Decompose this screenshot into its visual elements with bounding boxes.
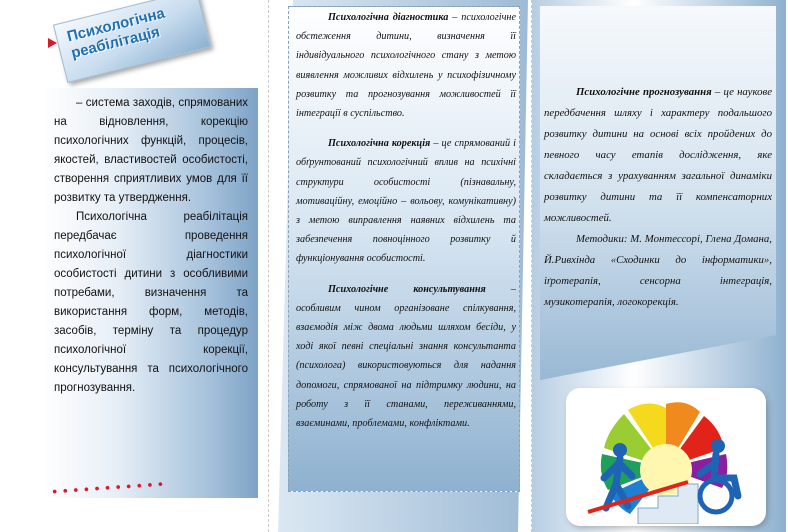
panel3-body [544, 82, 772, 313]
page-title: Психологічна реабілітація [65, 4, 167, 62]
panel1-definition: – система заходів, спрямованих на відновлення, корекцію психологічних функцій, процесів, якостей, властивостей особистості, створення сприятливих умов для її розвитку та утвердження. [54, 97, 248, 204]
counseling-term: Психологічне консультування [328, 283, 486, 295]
prognosis-term: Психологічне прогнозування [576, 86, 712, 98]
correction-paragraph [296, 134, 516, 268]
counseling-text: – особливим чином організоване спілкування, взаємодія між двома людьми шляхом бесіди, у ході якої певні спеціальні знання консультанта (психолога) використовуються для надання допомоги, спрямованої на підтримку людини, на роботу з її станами, переживаннями, взаєминами, проблемами, конфліктами. [296, 283, 517, 430]
prognosis-text: – це наукове передбачення шляху і характеру подальшого розвитку дитини на основі всіх пройдених до певного часу етапів дослідження, яке складається з урахуванням загальної динаміки розвитку дитини та її компенсаторних можливостей. [544, 86, 772, 224]
panel2-body [296, 8, 516, 444]
fold-line-left [268, 0, 270, 532]
inclusion-sun-logo-icon [568, 390, 764, 524]
panel1-description: Психологічна реабілітація передбачає проведення психологічної діагностики особистості дитини з особливими потребами, визначення та використання форм, методів, засобів, терміну та процедур психологічної корекції, консультування та психологічного прогнозування. [54, 211, 248, 394]
correction-term: Психологічна корекція [328, 138, 431, 150]
decorative-dots: ••••••••••• [51, 475, 169, 501]
diagnostics-paragraph [296, 8, 516, 123]
panel1-body [54, 94, 248, 398]
diagnostics-text: – психологічне обстеження дитини, визначення її індивідуального психологічного стану з метою виявлення можливих відхилень у психофізичному розвитку та прогнозування можливостей її інтеграції в суспільство. [296, 12, 517, 120]
counseling-paragraph [296, 280, 516, 434]
methods-paragraph: Методики: М. Монтессорі, Глена Домана, Й.Ривхінда «Сходинки до інформатики», іґротерапія, сенсорна інтеграція, музикотерапія, логокорекція. [544, 233, 772, 308]
correction-text: – це спрямований і обґрунтований психологічний вплив на психічні структури особистості (пізнавальну, мотиваційну, емоційно – вольову, комунікативну) з метою виправлення наявних відхилень та забезпечення повноцінного розвитку й функціонування особистості. [296, 138, 516, 265]
title-banner [53, 0, 211, 83]
prognosis-paragraph [544, 82, 772, 229]
diagnostics-term: Психологічна діагностика [328, 12, 449, 23]
